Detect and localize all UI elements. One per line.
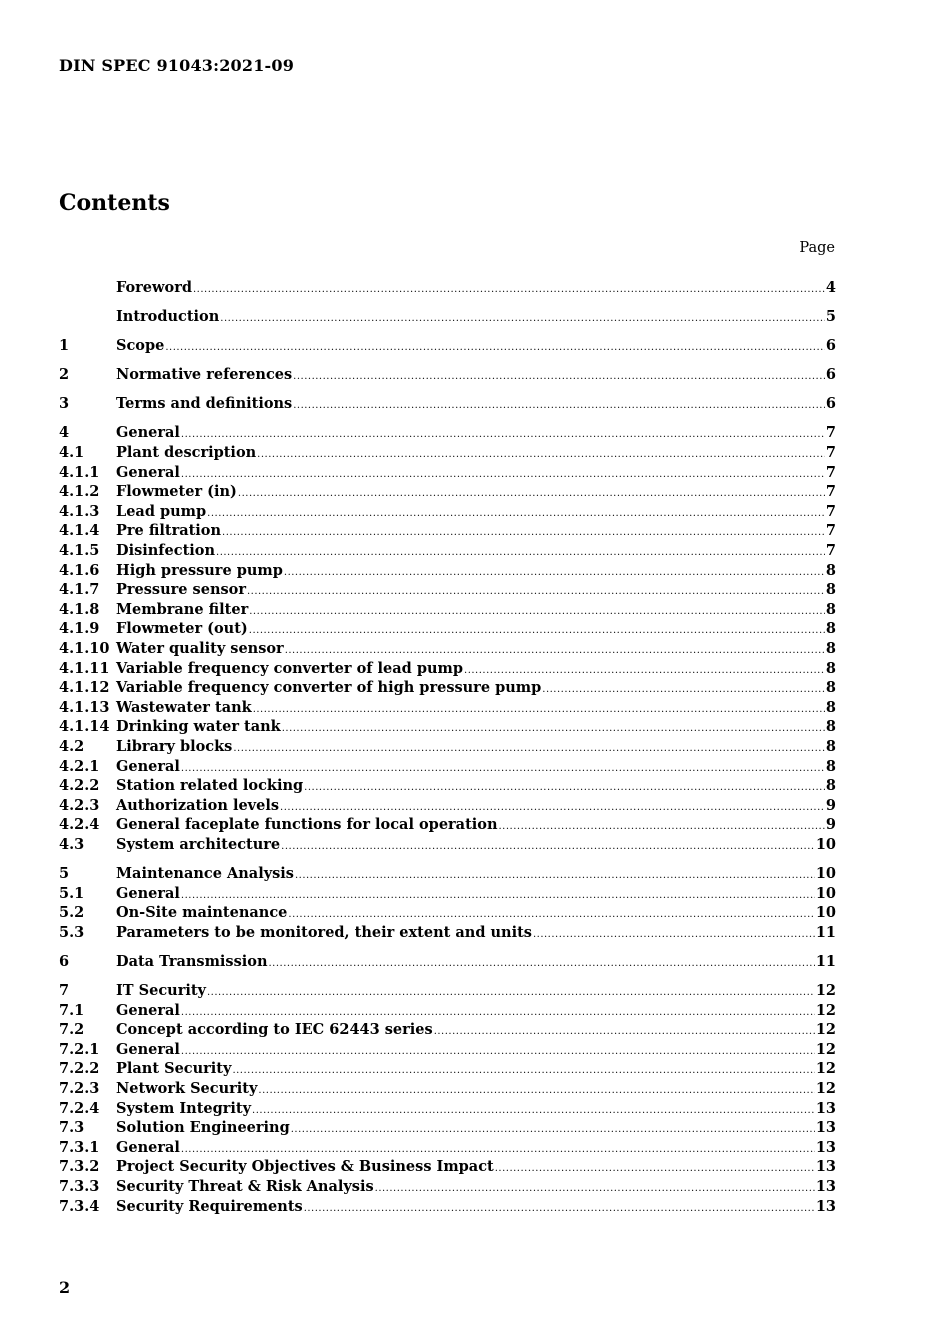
toc-entry-label: Drinking water tank bbox=[116, 718, 281, 736]
toc-entry-number: 7.3.3 bbox=[59, 1177, 100, 1195]
page-title: Contents bbox=[59, 190, 170, 216]
toc-entry-number: 4.1.12 bbox=[59, 679, 110, 697]
table-of-contents bbox=[59, 278, 836, 1216]
toc-entry-label: System Integrity bbox=[116, 1099, 252, 1117]
dot-leader bbox=[222, 523, 825, 543]
dot-leader bbox=[304, 1199, 815, 1219]
toc-entry-page: 8 bbox=[825, 698, 836, 716]
toc-entry-number: 7.3.4 bbox=[59, 1197, 100, 1215]
toc-entry[interactable] bbox=[59, 923, 836, 943]
toc-entry-label: Introduction bbox=[116, 308, 220, 326]
dot-leader bbox=[252, 1101, 815, 1121]
toc-entry[interactable] bbox=[59, 864, 836, 884]
toc-entry-page: 6 bbox=[825, 395, 836, 413]
toc-entry[interactable] bbox=[59, 365, 836, 385]
toc-entry-page: 8 bbox=[825, 659, 836, 677]
toc-entry-label: Scope bbox=[116, 337, 165, 355]
toc-entry[interactable] bbox=[59, 1118, 836, 1138]
toc-entry-label: Terms and definitions bbox=[116, 395, 293, 413]
toc-entry-label: General bbox=[116, 757, 180, 775]
dot-leader bbox=[216, 543, 825, 563]
toc-entry[interactable] bbox=[59, 1157, 836, 1177]
toc-entry-number: 7.3.2 bbox=[59, 1158, 100, 1176]
toc-entry[interactable] bbox=[59, 903, 836, 923]
toc-entry-number: 7.1 bbox=[59, 1001, 85, 1019]
toc-entry-number: 4.1.13 bbox=[59, 698, 110, 716]
toc-entry-number: 7.2.1 bbox=[59, 1040, 100, 1058]
dot-leader bbox=[220, 309, 825, 329]
toc-entry-number: 3 bbox=[59, 395, 70, 413]
toc-entry-page: 12 bbox=[815, 1079, 836, 1097]
toc-entry-number: 4.1.14 bbox=[59, 718, 110, 736]
toc-entry-page: 8 bbox=[825, 679, 836, 697]
dot-leader bbox=[233, 739, 825, 759]
toc-entry-page: 6 bbox=[825, 337, 836, 355]
toc-entry-label: Variable frequency converter of lead pump bbox=[116, 659, 464, 677]
toc-entry-page: 10 bbox=[815, 835, 836, 853]
toc-entry-number: 7.2.4 bbox=[59, 1099, 100, 1117]
toc-entry-label: Parameters to be monitored, their extent and units bbox=[116, 923, 532, 941]
toc-entry[interactable] bbox=[59, 659, 836, 679]
toc-entry-number: 5.3 bbox=[59, 923, 85, 941]
toc-entry-page: 11 bbox=[815, 923, 836, 941]
toc-entry[interactable] bbox=[59, 1059, 836, 1079]
dot-leader bbox=[282, 719, 825, 739]
toc-entry-label: Security Requirements bbox=[116, 1197, 303, 1215]
toc-entry-label: Pre filtration bbox=[116, 522, 222, 540]
toc-entry-number: 4.1.4 bbox=[59, 522, 100, 540]
toc-entry-number: 4.1.5 bbox=[59, 542, 100, 560]
toc-entry-page: 13 bbox=[815, 1099, 836, 1117]
dot-leader bbox=[207, 983, 815, 1003]
toc-entry-label: Wastewater tank bbox=[116, 698, 252, 716]
toc-entry-label: Lead pump bbox=[116, 502, 207, 520]
toc-entry[interactable] bbox=[59, 776, 836, 796]
toc-entry-page: 8 bbox=[825, 640, 836, 657]
dot-leader bbox=[284, 563, 825, 583]
dot-leader bbox=[181, 1042, 815, 1062]
toc-entry-page: 6 bbox=[825, 366, 836, 384]
toc-entry-page: 7 bbox=[825, 463, 836, 481]
toc-entry[interactable] bbox=[59, 521, 836, 541]
toc-entry-label: General bbox=[116, 1040, 180, 1058]
toc-entry[interactable] bbox=[59, 482, 836, 502]
toc-entry-label: General bbox=[116, 424, 180, 442]
toc-entry-label: Station related locking bbox=[116, 777, 304, 795]
toc-entry[interactable] bbox=[59, 952, 836, 972]
toc-entry-page: 4 bbox=[825, 279, 836, 296]
toc-entry-number: 4.1.1 bbox=[59, 463, 100, 481]
toc-entry-page: 8 bbox=[825, 600, 836, 618]
toc-entry-number: 7.2 bbox=[59, 1021, 85, 1039]
footer-page-number: 2 bbox=[59, 1278, 71, 1297]
dot-leader bbox=[291, 1120, 815, 1140]
toc-entry-page: 8 bbox=[825, 561, 836, 579]
dot-leader bbox=[249, 602, 825, 622]
dot-leader bbox=[533, 925, 815, 945]
toc-entry-number: 7.2.2 bbox=[59, 1060, 100, 1078]
dot-leader bbox=[434, 1022, 815, 1042]
toc-entry-number: 2 bbox=[59, 366, 70, 384]
toc-entry[interactable] bbox=[59, 678, 836, 698]
toc-entry[interactable] bbox=[59, 336, 836, 356]
toc-entry-number: 4.2 bbox=[59, 737, 85, 755]
toc-entry-label: IT Security bbox=[116, 982, 206, 999]
toc-entry-number: 4.1.2 bbox=[59, 483, 100, 501]
toc-entry-page: 13 bbox=[815, 1158, 836, 1176]
toc-entry-page: 9 bbox=[825, 796, 836, 814]
dot-leader bbox=[293, 367, 825, 387]
toc-entry-label: Membrane filter bbox=[116, 600, 249, 618]
toc-entry[interactable] bbox=[59, 1177, 836, 1197]
toc-entry-label: Variable frequency converter of high pressure pump bbox=[116, 679, 542, 697]
toc-entry-label: Maintenance Analysis bbox=[116, 865, 294, 883]
toc-entry-page: 13 bbox=[815, 1119, 836, 1137]
toc-entry-label: Foreword bbox=[116, 279, 192, 296]
toc-entry-page: 12 bbox=[815, 982, 836, 999]
toc-entry-page: 7 bbox=[825, 424, 836, 442]
toc-entry-label: Library blocks bbox=[116, 737, 233, 755]
toc-entry[interactable] bbox=[59, 1020, 836, 1040]
toc-entry[interactable] bbox=[59, 639, 836, 659]
toc-entry[interactable] bbox=[59, 1099, 836, 1119]
dot-leader bbox=[295, 866, 815, 886]
toc-entry-page: 12 bbox=[815, 1040, 836, 1058]
toc-entry-label: Plant description bbox=[116, 444, 257, 462]
toc-entry[interactable] bbox=[59, 580, 836, 600]
toc-entry[interactable] bbox=[59, 600, 836, 620]
toc-entry-page: 8 bbox=[825, 581, 836, 599]
dot-leader bbox=[375, 1179, 815, 1199]
toc-entry-page: 10 bbox=[815, 884, 836, 902]
toc-entry-page: 7 bbox=[825, 444, 836, 462]
toc-entry-label: System architecture bbox=[116, 835, 281, 853]
toc-entry-label: Water quality sensor bbox=[116, 640, 284, 657]
toc-entry-number: 4.2.3 bbox=[59, 796, 100, 814]
toc-entry[interactable] bbox=[59, 541, 836, 561]
toc-entry-page: 8 bbox=[825, 757, 836, 775]
toc-entry[interactable] bbox=[59, 981, 836, 1001]
toc-entry[interactable] bbox=[59, 423, 836, 443]
toc-entry-number: 4.2.1 bbox=[59, 757, 100, 775]
toc-entry-label: General bbox=[116, 463, 180, 481]
toc-entry-number: 4.1.8 bbox=[59, 600, 100, 618]
toc-entry-number: 7.2.3 bbox=[59, 1079, 100, 1097]
document-header: DIN SPEC 91043:2021-09 bbox=[59, 56, 295, 75]
toc-entry[interactable] bbox=[59, 561, 836, 581]
toc-entry[interactable] bbox=[59, 835, 836, 855]
toc-entry-number: 4.1.3 bbox=[59, 502, 100, 520]
toc-entry-number: 4.1.9 bbox=[59, 620, 100, 638]
page-column-label: Page bbox=[799, 240, 835, 256]
toc-entry-number: 5 bbox=[59, 865, 70, 883]
dot-leader bbox=[181, 465, 825, 485]
dot-leader bbox=[249, 621, 825, 641]
toc-entry-label: On-Site maintenance bbox=[116, 904, 288, 922]
dot-leader bbox=[193, 280, 825, 300]
toc-entry-label: High pressure pump bbox=[116, 561, 283, 579]
toc-entry-page: 8 bbox=[825, 718, 836, 736]
toc-entry[interactable] bbox=[59, 1197, 836, 1217]
toc-entry-page: 7 bbox=[825, 542, 836, 560]
dot-leader bbox=[499, 817, 825, 837]
toc-entry-label: General bbox=[116, 884, 180, 902]
toc-entry-page: 7 bbox=[825, 483, 836, 501]
dot-leader bbox=[281, 837, 815, 857]
toc-entry-label: Network Security bbox=[116, 1079, 258, 1097]
toc-entry[interactable] bbox=[59, 619, 836, 639]
toc-entry[interactable] bbox=[59, 815, 836, 835]
toc-entry-page: 9 bbox=[825, 816, 836, 834]
toc-entry[interactable] bbox=[59, 1040, 836, 1060]
toc-entry-number: 4.1.11 bbox=[59, 659, 110, 677]
toc-entry-label: Flowmeter (out) bbox=[116, 620, 248, 638]
toc-entry-label: General faceplate functions for local operation bbox=[116, 816, 498, 834]
dot-leader bbox=[232, 1061, 814, 1081]
toc-entry[interactable] bbox=[59, 757, 836, 777]
toc-entry-page: 10 bbox=[815, 904, 836, 922]
toc-entry[interactable] bbox=[59, 698, 836, 718]
dot-leader bbox=[495, 1159, 815, 1179]
dot-leader bbox=[181, 425, 825, 445]
toc-entry-number: 4.2.2 bbox=[59, 777, 100, 795]
toc-entry-page: 7 bbox=[825, 502, 836, 520]
toc-entry[interactable] bbox=[59, 278, 836, 298]
dot-leader bbox=[269, 954, 815, 974]
dot-leader bbox=[293, 396, 825, 416]
toc-entry-page: 8 bbox=[825, 737, 836, 755]
toc-entry-page: 7 bbox=[825, 522, 836, 540]
toc-entry-page: 8 bbox=[825, 777, 836, 795]
toc-entry-label: Security Threat & Risk Analysis bbox=[116, 1177, 374, 1195]
toc-entry-label: Solution Engineering bbox=[116, 1119, 290, 1137]
toc-entry[interactable] bbox=[59, 884, 836, 904]
toc-entry-label: General bbox=[116, 1138, 180, 1156]
toc-entry-number: 4.1 bbox=[59, 444, 85, 462]
toc-entry-label: Normative references bbox=[116, 366, 293, 384]
toc-entry-page: 13 bbox=[815, 1138, 836, 1156]
toc-entry-page: 11 bbox=[815, 952, 836, 970]
toc-entry-number: 7.3.1 bbox=[59, 1138, 100, 1156]
toc-entry-page: 12 bbox=[815, 1001, 836, 1019]
dot-leader bbox=[247, 582, 825, 602]
toc-entry-page: 12 bbox=[815, 1060, 836, 1078]
toc-entry[interactable] bbox=[59, 737, 836, 757]
toc-entry-number: 1 bbox=[59, 337, 70, 355]
dot-leader bbox=[542, 680, 825, 700]
dot-leader bbox=[238, 484, 825, 504]
toc-entry-number: 4.1.6 bbox=[59, 561, 100, 579]
toc-entry-number: 5.2 bbox=[59, 904, 85, 922]
toc-entry[interactable] bbox=[59, 443, 836, 463]
toc-entry[interactable] bbox=[59, 717, 836, 737]
toc-entry[interactable] bbox=[59, 1079, 836, 1099]
toc-entry-number: 7 bbox=[59, 982, 70, 999]
toc-entry[interactable] bbox=[59, 1138, 836, 1158]
toc-entry-number: 6 bbox=[59, 952, 70, 970]
toc-entry-label: Disinfection bbox=[116, 542, 216, 560]
toc-entry-number: 5.1 bbox=[59, 884, 85, 902]
toc-entry-page: 5 bbox=[825, 308, 836, 326]
dot-leader bbox=[253, 700, 825, 720]
toc-entry-number: 4.2.4 bbox=[59, 816, 100, 834]
toc-entry[interactable] bbox=[59, 463, 836, 483]
toc-entry-label: Data Transmission bbox=[116, 952, 268, 970]
toc-entry-label: Concept according to IEC 62443 series bbox=[116, 1021, 433, 1039]
toc-entry-page: 10 bbox=[815, 865, 836, 883]
dot-leader bbox=[165, 338, 825, 358]
toc-entry[interactable] bbox=[59, 394, 836, 414]
toc-entry[interactable] bbox=[59, 1001, 836, 1021]
toc-entry-number: 4 bbox=[59, 424, 70, 442]
dot-leader bbox=[304, 778, 825, 798]
toc-entry-page: 8 bbox=[825, 620, 836, 638]
toc-entry[interactable] bbox=[59, 502, 836, 522]
toc-entry[interactable] bbox=[59, 307, 836, 327]
toc-entry-label: Pressure sensor bbox=[116, 581, 246, 599]
toc-entry-label: Flowmeter (in) bbox=[116, 483, 237, 501]
toc-entry-number: 4.1.10 bbox=[59, 640, 110, 657]
toc-entry[interactable] bbox=[59, 796, 836, 816]
toc-entry-label: Project Security Objectives & Business Impact bbox=[116, 1158, 494, 1176]
dot-leader bbox=[257, 445, 825, 465]
dot-leader bbox=[207, 504, 825, 524]
toc-entry-number: 4.3 bbox=[59, 835, 85, 853]
dot-leader bbox=[258, 1081, 814, 1101]
toc-entry-number: 7.3 bbox=[59, 1119, 85, 1137]
toc-entry-page: 13 bbox=[815, 1177, 836, 1195]
toc-entry-page: 12 bbox=[815, 1021, 836, 1039]
toc-entry-label: Plant Security bbox=[116, 1060, 232, 1078]
toc-entry-label: General bbox=[116, 1001, 180, 1019]
toc-entry-number: 4.1.7 bbox=[59, 581, 100, 599]
toc-entry-label: Authorization levels bbox=[116, 796, 280, 814]
toc-entry-page: 13 bbox=[815, 1197, 836, 1215]
